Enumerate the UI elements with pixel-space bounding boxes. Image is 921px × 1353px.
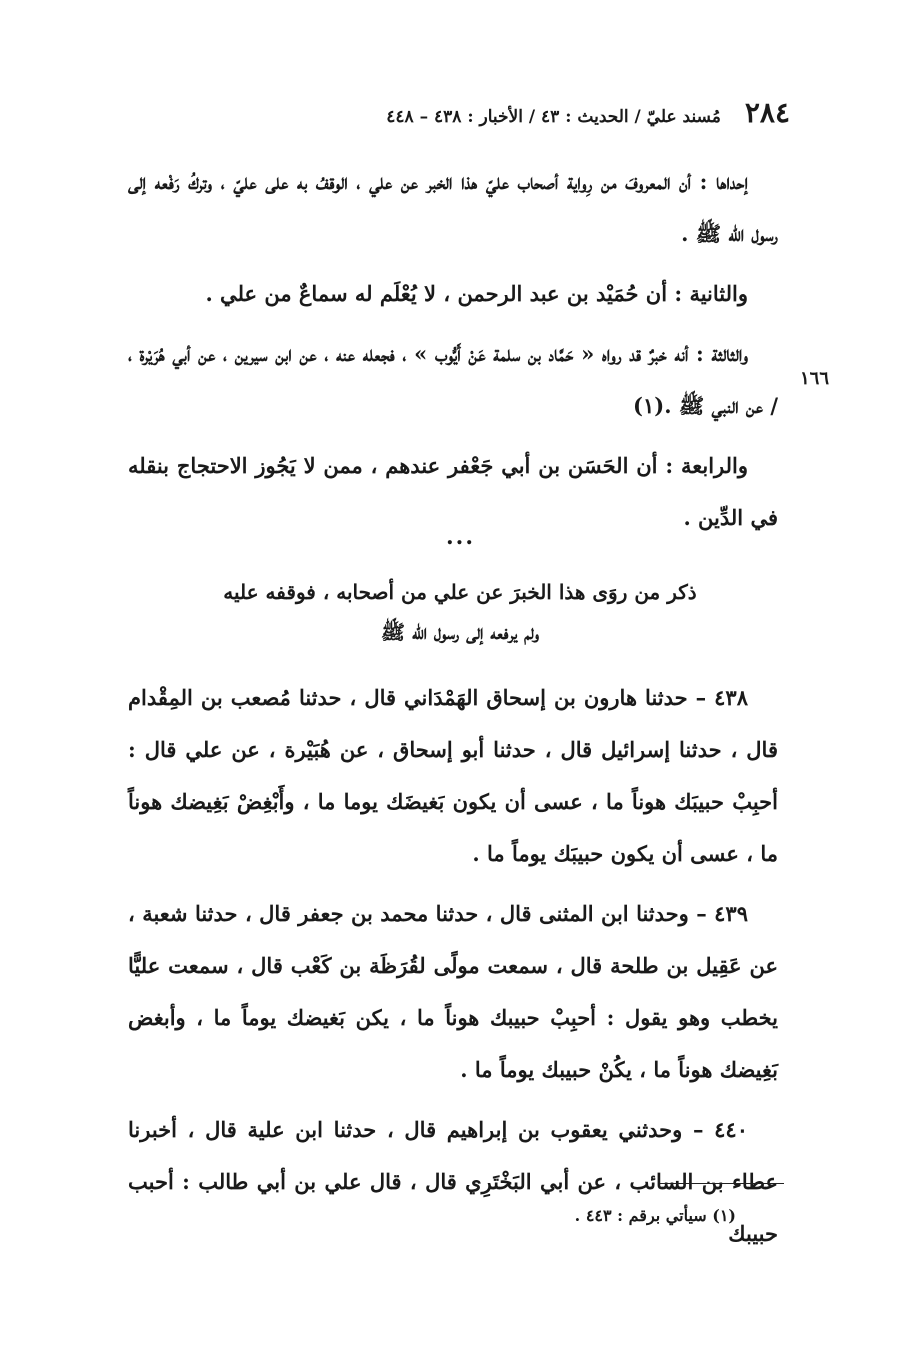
- page-number: ٢٨٤: [744, 96, 790, 129]
- section-separator: ...: [446, 524, 475, 550]
- page-header: [230, 96, 790, 132]
- paragraph-fourth-reason: والرابعة : أن الحَسَن بن أبي جَعْفر عندهم ، ممن لا يَجُوز الاحتجاج بنقله في الدِّين .: [128, 453, 778, 530]
- section-title-line-2: ولم يرفعه إلى رسول الله ﷺ: [380, 620, 540, 644]
- footnote-divider: [660, 1183, 784, 1184]
- paragraph-second-reason: والثانية : أن حُمَيْد بن عبد الرحمن ، لا يُعْلَم له سماعٌ من علي .: [205, 281, 748, 306]
- footnote: (١) سيأتي برقم : ٤٤٣ .: [574, 1206, 736, 1225]
- running-head: مُسند عليّ / الحديث : ٤٣ / الأخبار : ٤٣٨ – ٤٤٨: [386, 107, 721, 127]
- hadith-439: ٤٣٩ – وحدثنا ابن المثنى قال ، حدثنا محمد بن جعفر قال ، حدثنا شعبة ، عن عَقِيل بن طلحة قال ، سمعت مولًى لقُرَظَة بن كَعْب قال ، سمعت عليًّا يخطب وهو يقول : أحبِبْ حبيبك هوناً ما ، يكن بَغيضك يوماً ما ، وأبغض بَغِيضك هوناً ما ، يكُنْ حبيبك يوماً ما .: [128, 901, 778, 1082]
- hadith-440: ٤٤٠ – وحدثني يعقوب بن إبراهيم قال ، حدثنا ابن علية قال ، أخبرنا عطاء بن السائب ، عن أبي البَخْتَرِي قال ، قال علي بن أبي طالب : أحبب حبيبك: [128, 1117, 778, 1246]
- margin-page-reference: ١٦٦: [800, 368, 830, 389]
- commentary-block: [128, 156, 778, 552]
- hadith-block: [128, 672, 778, 1268]
- section-title-line-1: ذكر من روَى هذا الخبرَ عن علي من أصحابه ، فوقفه عليه: [223, 580, 697, 604]
- section-title: [180, 572, 740, 652]
- hadith-438: ٤٣٨ – حدثنا هارون بن إسحاق الهَمْدَاني قال ، حدثنا مُصعب بن المِقْدام قال ، حدثنا إسرائيل قال ، حدثنا أبو إسحاق ، عن هُبَيْرة ، عن علي قال : أحبِبْ حبيبَك هوناً ما ، عسى أن يكون بَغيضَك يوما ما ، وأَبْغِضْ بَغِيضك هوناً ما ، عسى أن يكون حبيبَك يوماً ما .: [128, 685, 778, 866]
- paragraph-first-reason: إحداها : أن المعروفَ من رِواية أصحاب عليّ هذا الخبر عن علي ، الوقفُ به على عليّ ، وتركُ رَفْعه إلى رسول الله ﷺ .: [128, 169, 778, 246]
- paragraph-third-reason: والثالثة : أنه خبرٌ قد رواه « حَمَّاد بن سلمة عَنْ أَيُّوب » ، فجعله عنه ، عن ابن سيرين ، عن أبي هُرَيْرة ، / عن النبي ﷺ .(١): [128, 341, 778, 418]
